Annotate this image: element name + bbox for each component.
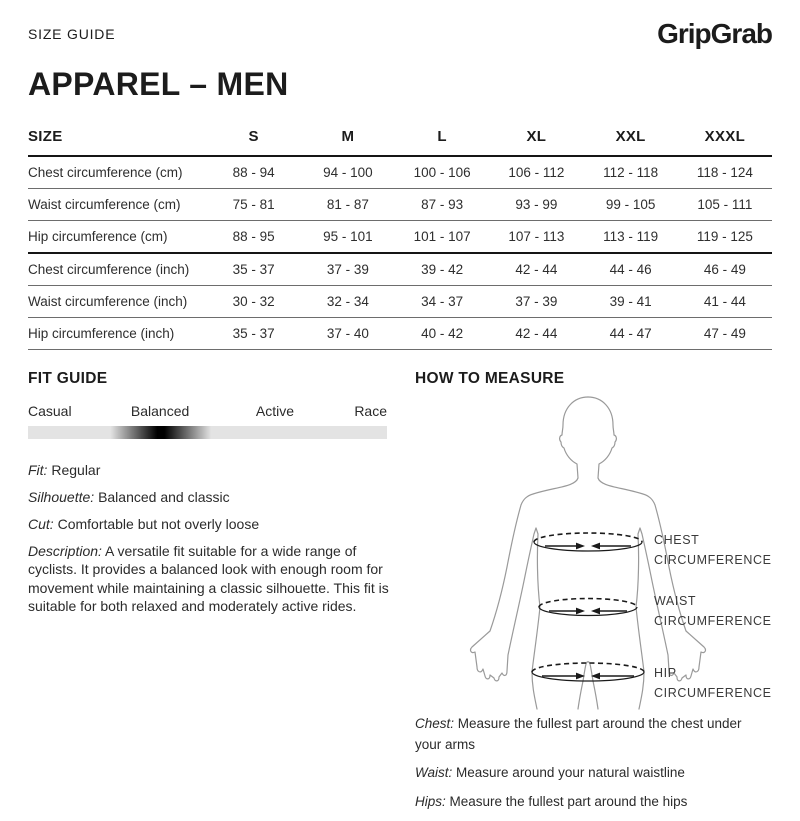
size-cell: 39 - 42 [421, 262, 464, 277]
fit-scale-label-active: Active [255, 402, 295, 419]
size-cell: 94 - 100 [323, 165, 373, 180]
waist-measure-line [539, 594, 772, 628]
fit-scale-label-casual: Casual [28, 402, 72, 419]
fit-attribute [28, 461, 393, 479]
measure-instruction-value: Measure the fullest part around the hips [449, 794, 688, 810]
size-cell: 112 - 118 [603, 165, 659, 180]
size-table-header-row [28, 124, 772, 156]
size-cell: 88 - 95 [232, 229, 275, 244]
column-header-l: L [437, 128, 447, 145]
size-cell: 75 - 81 [232, 197, 275, 212]
size-cell: 99 - 105 [605, 197, 656, 212]
size-cell: 44 - 47 [609, 326, 652, 341]
size-cell: 44 - 46 [609, 262, 652, 277]
fit-attribute-label: Silhouette: [28, 488, 95, 505]
fit-guide-section [28, 370, 387, 821]
size-cell: 35 - 37 [232, 326, 275, 341]
measure-instruction-value: Measure the fullest part around the chest under your arms [415, 715, 742, 752]
measure-instruction-value: Measure around your natural waistline [456, 765, 685, 781]
table-row [28, 286, 772, 318]
size-cell: 37 - 39 [326, 262, 369, 277]
fit-attribute-label: Description: [28, 543, 102, 560]
chest-measure-line [534, 533, 772, 567]
how-to-measure-title: HOW TO MEASURE [415, 370, 565, 387]
column-header-s: S [248, 128, 259, 145]
column-header-size: SIZE [28, 128, 63, 145]
fit-scale-bar [28, 426, 387, 439]
size-cell: 88 - 94 [232, 165, 275, 180]
hip-circumference-label-line2: CIRCUMFERENCE [654, 685, 772, 700]
row-label: Hip circumference (cm) [28, 229, 168, 244]
fit-attribute-value: Balanced and classic [98, 488, 230, 505]
size-cell: 113 - 119 [603, 229, 659, 244]
size-cell: 32 - 34 [326, 294, 369, 309]
column-header-xxl: XXL [615, 128, 646, 145]
hip-measure-line [532, 663, 772, 700]
fit-attribute [28, 542, 393, 615]
row-label: Waist circumference (cm) [28, 197, 181, 212]
fit-attribute [28, 515, 393, 533]
size-cell: 118 - 124 [696, 165, 753, 180]
fit-attribute-value: A versatile fit suitable for a wide range of cyclists. It provides a balanced look with enough room for movement while maintaining a classic silhouette. This fit is suitable for both relaxed and moderately active rides. [28, 543, 389, 614]
size-cell: 40 - 42 [421, 326, 464, 341]
size-table [28, 124, 772, 350]
hip-circumference-label: HIP [654, 665, 677, 680]
size-cell: 41 - 44 [703, 294, 746, 309]
fit-attribute-value: Comfortable but not overly loose [57, 515, 260, 532]
table-row [28, 189, 772, 221]
size-cell: 95 - 101 [323, 229, 373, 244]
size-cell: 81 - 87 [326, 197, 369, 212]
column-header-xxxl: XXXL [704, 128, 746, 145]
size-cell: 35 - 37 [232, 262, 275, 277]
size-cell: 100 - 106 [413, 165, 471, 180]
size-cell: 42 - 44 [515, 326, 558, 341]
size-cell: 30 - 32 [232, 294, 275, 309]
size-cell: 106 - 112 [508, 165, 565, 180]
fit-scale-labels [28, 403, 387, 421]
measure-instruction-label: Waist: [415, 765, 453, 781]
size-cell: 46 - 49 [703, 262, 746, 277]
fit-attribute-label: Fit: [28, 461, 48, 478]
gripgrab-logo: GripGrab [657, 18, 772, 49]
size-cell: 37 - 40 [326, 326, 369, 341]
waist-circumference-label-line2: CIRCUMFERENCE [654, 613, 772, 628]
page-title: APPAREL – MEN [28, 66, 289, 102]
size-cell: 105 - 111 [697, 197, 753, 212]
row-label: Waist circumference (inch) [28, 294, 188, 309]
size-cell: 87 - 93 [421, 197, 464, 212]
fit-attribute-label: Cut: [28, 515, 54, 532]
fit-scale-label-balanced: Balanced [130, 402, 190, 419]
size-cell: 107 - 113 [508, 229, 565, 244]
how-to-measure-section [415, 370, 772, 821]
table-row [28, 221, 772, 254]
row-label: Chest circumference (cm) [28, 165, 183, 180]
body-measurement-diagram [427, 391, 787, 709]
size-cell: 34 - 37 [421, 294, 464, 309]
fit-guide-title: FIT GUIDE [28, 370, 108, 387]
size-cell: 93 - 99 [515, 197, 558, 212]
measure-instruction-label: Chest: [415, 715, 455, 731]
measure-instruction-label: Hips: [415, 794, 446, 810]
size-cell: 101 - 107 [413, 229, 471, 244]
row-label: Chest circumference (inch) [28, 262, 190, 277]
measure-instructions [415, 714, 772, 814]
size-cell: 42 - 44 [515, 262, 558, 277]
table-row [28, 318, 772, 350]
fit-scale-label-race: Race [354, 402, 387, 419]
chest-circumference-label: CHEST [654, 532, 700, 547]
size-cell: 37 - 39 [515, 294, 558, 309]
measure-instruction [415, 714, 745, 756]
size-cell: 119 - 125 [696, 229, 753, 244]
column-header-xl: XL [526, 128, 547, 145]
row-label: Hip circumference (inch) [28, 326, 175, 341]
fit-attributes [28, 461, 387, 615]
table-row [28, 156, 772, 189]
size-cell: 39 - 41 [609, 294, 652, 309]
table-row [28, 253, 772, 286]
size-cell: 47 - 49 [703, 326, 746, 341]
measure-instruction [415, 763, 745, 784]
measure-instruction [415, 792, 745, 813]
waist-circumference-label: WAIST [654, 593, 697, 608]
fit-attribute [28, 488, 393, 506]
column-header-m: M [341, 128, 355, 145]
fit-attribute-value: Regular [51, 461, 101, 478]
size-guide-eyebrow: SIZE GUIDE [28, 26, 116, 42]
chest-circumference-label-line2: CIRCUMFERENCE [654, 552, 772, 567]
top-bar [28, 0, 772, 48]
